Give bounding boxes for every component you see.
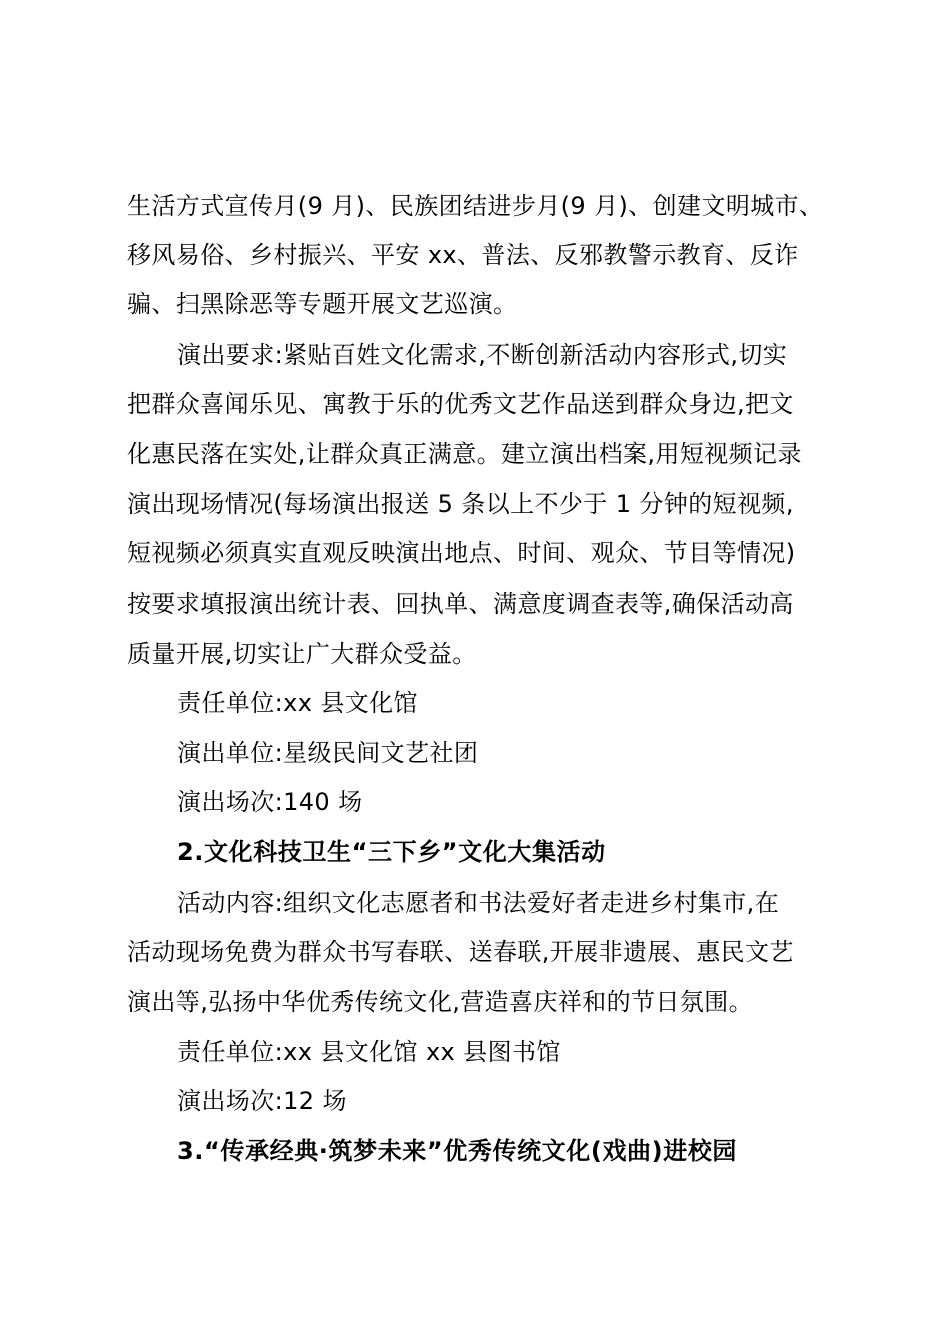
paragraph-line: 活动内容:组织文化志愿者和书法爱好者走进乡村集市,在 [177, 889, 780, 917]
responsible-unit-line: 责任单位:xx 县文化馆 [177, 689, 418, 717]
paragraph-line: 活动现场免费为群众书写春联、送春联,开展非遗展、惠民文艺 [127, 938, 794, 966]
paragraph-line: 生活方式宣传月(9 月)、民族团结进步月(9 月)、创建文明城市、 [127, 192, 824, 220]
section-heading: 2.文化科技卫生“三下乡”文化大集活动 [177, 838, 606, 866]
paragraph-line: 按要求填报演出统计表、回执单、满意度调查表等,确保活动高 [127, 590, 794, 618]
paragraph-line: 骗、扫黑除恶等专题开展文艺巡演。 [127, 290, 518, 318]
paragraph-line: 化惠民落在实处,让群众真正满意。建立演出档案,用短视频记录 [127, 440, 802, 468]
performance-count-line: 演出场次:12 场 [177, 1087, 347, 1115]
paragraph-line: 短视频必须真实直观反映演出地点、时间、观众、节目等情况) [127, 539, 796, 567]
paragraph-line: 把群众喜闻乐见、寓教于乐的优秀文艺作品送到群众身边,把文 [127, 390, 794, 418]
paragraph-line: 演出等,弘扬中华优秀传统文化,营造喜庆祥和的节日氛围。 [127, 988, 754, 1016]
paragraph-line: 移风易俗、乡村振兴、平安 xx、普法、反邪教警示教育、反诈 [127, 241, 799, 269]
performance-count-line: 演出场次:140 场 [177, 788, 363, 816]
paragraph-line: 质量开展,切实让广大群众受益。 [127, 640, 477, 668]
responsible-unit-line: 责任单位:xx 县文化馆 xx 县图书馆 [177, 1038, 561, 1066]
paragraph-line: 演出要求:紧贴百姓文化需求,不断创新活动内容形式,切实 [177, 341, 788, 369]
section-heading: 3.“传承经典·筑梦未来”优秀传统文化(戏曲)进校园 [177, 1137, 738, 1165]
performing-unit-line: 演出单位:星级民间文艺社团 [177, 739, 479, 767]
paragraph-line: 演出现场情况(每场演出报送 5 条以上不少于 1 分钟的短视频, [127, 490, 794, 518]
